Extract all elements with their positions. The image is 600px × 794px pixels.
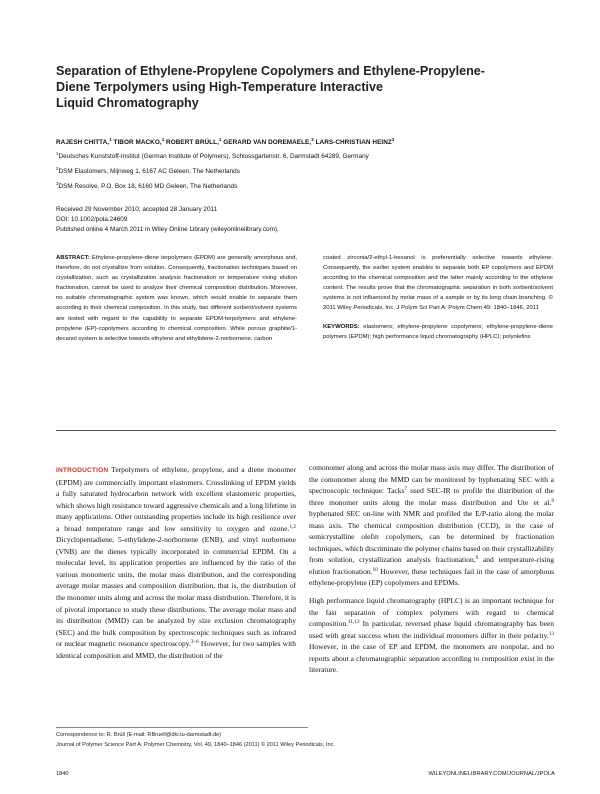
- doi: DOI: 10.1002/pola.24609: [56, 216, 128, 223]
- body-text: However, for two samples with identical composition and MMD, the distribution of the: [56, 639, 297, 660]
- affiliation-marker: 1: [109, 137, 112, 142]
- abstract-text-continued: coated zirconia/2-ethyl-1-hexanol is preferentially selective towards ethylene. Consequently, the earlier system enables to separate both EP copolymers and EPDM according to the chemical composition and the latter mainly according to the ethylene content. The results prove that the chromatographic separation in both sorbent/solvent systems is not influenced by molar mass of a sample or by its long chain branching. © 2011 Wiley Periodicals, Inc. J Polym Sci Part A: Polym Chem 49: 1840–1846, 2011: [323, 255, 553, 312]
- author-name: LARS-CHRISTIAN HEINZ: [313, 139, 392, 146]
- affiliation-marker: 1: [161, 137, 165, 142]
- keywords-text: elastomers; ethylene-propylene copolymers; ethylene-propylene-diene polymers (EPDM); high performance liquid chromatography (HPLC); polyolefins: [323, 323, 553, 340]
- citation: 8: [551, 497, 554, 504]
- section-divider: [56, 430, 556, 431]
- abstract-left-column: [56, 253, 297, 344]
- affiliation-number: 3: [56, 181, 59, 186]
- title-line: Diene Terpolymers using High-Temperature Interactive: [56, 80, 384, 94]
- affiliation-marker: 1: [218, 137, 222, 142]
- citation: 1,2: [289, 523, 296, 530]
- correspondence-note: Correspondence to: R. Brüll (E-mail: RBruell@dki.tu-darmstadt.de): [56, 732, 222, 738]
- body-text: comonomer along and across the molar mass axis may differ. The distribution of the comonomer along the MMD can be monitored by hyphenating SEC with a spectroscopic technique: Tacks: [309, 463, 554, 496]
- author-name: TIBOR MACKO,: [111, 139, 162, 146]
- journal-citation: Journal of Polymer Science Part A: Polymer Chemistry, Vol. 49, 1840–1846 (2011) © 2011 Wiley Periodicals, Inc.: [56, 742, 335, 748]
- article-title: [56, 63, 556, 111]
- citation: 7: [404, 486, 408, 493]
- citation: 11,12: [347, 619, 360, 626]
- abstract-text: Ethylene-propylene-diene terpolymers (EPDM) are generally amorphous and, therefore, do not crystallize from solution. Consequently, fractionation techniques based on crystallization, such as crystallization analysis fractionation or temperature rising elution fractionation, cannot be used to analyze their chemical composition distribution. Moreover, no suitable chromatographic system was known, which would enable to separate them according to their chemical composition. In this study, two different sorbent/solvent systems are tested with regard to the capability to separate EPDM-terpolymers and ethylene-propylene (EP)-copolymers according to chemical composition. While porous graphite/1-decanol system is selective towards ethylene and ethylidene-2-norbornene, carbon: [56, 255, 297, 342]
- affiliation: [56, 182, 556, 191]
- body-text: However, these techniques fail in the case of amorphous ethylene-propylene (EP) copolymers and EPDMs.: [309, 566, 554, 588]
- introduction-heading: INTRODUCTION: [56, 467, 109, 474]
- received-date: Received 29 November 2010; accepted 28 January 2011: [56, 206, 218, 213]
- title-line: Liquid Chromatography: [56, 96, 199, 110]
- body-text: Terpolymers of ethylene, propylene, and a diene monomer (EPDM) are commercially important elastomers. Crosslinking of EPDM yields a fully saturated hydrocarbon network with excellent elastomeric properties, which shows high resistance toward aggressive chemicals and a long lifetime in many applications. Other outstanding properties include its high resilience over a broad temperature range and low sensitivity to oxygen and ozone.: [56, 465, 296, 533]
- affiliation-marker: 3: [391, 137, 395, 142]
- citation: 3–6: [190, 639, 199, 646]
- affiliation-number: 1: [56, 151, 59, 156]
- abstract-label: ABSTRACT:: [56, 255, 90, 261]
- body-text: hyphenated SEC on-line with NMR and profiled the E/P-ratio along the molar mass axis. The chemical composition distribution (CCD), in the case of semicrystalline olefin copolymers, can be determined by fractionation techniques, which discriminate the polymer chains based on their crystallizability from solution, crystallization analysis fractionation,: [309, 509, 554, 565]
- body-text: and temperature-rising elution fractionation.: [309, 555, 554, 576]
- title-line: Separation of Ethylene-Propylene Copolymers and Ethylene-Propylene-: [56, 64, 485, 78]
- body-text: used SEC-IR to profile the distribution of the three monomer units along the molar mass distribution and Ute et al.: [309, 486, 554, 507]
- author-name: RAJESH CHITTA,: [56, 139, 110, 146]
- affiliation-text: Deutsches Kunststoff-Institut (German Institute of Polymers), Schlossgartenstr. 6, Darmstadt 64289, Germany: [58, 153, 369, 160]
- affiliation: [56, 152, 556, 161]
- affiliation-text: DSM Elastomers, Mijnweg 1, 6167 AC Geleen, The Netherlands: [58, 168, 240, 175]
- body-text: Dicyclopentadiene, 5-ethylidene-2-norbornene (ENB), and vinyl norbornene (VNB) are the dienes typically incorporated in commercial EPDM. On a molecular level, its application properties are influenced by the ratio of the various monomeric units, the molar mass distribution, and the corresponding average molar masses and composition distribution, that is, the distribution of the monomer units along and across the molar mass distribution. Therefore, it is of pivotal importance to study these distributions. The average molar mass and its distribution (MMD) can be analyzed by size exclusion chromatography (SEC) and the bulk composition by spectroscopic techniques such as infrared or nuclear magnetic resonance spectroscopy.: [56, 535, 296, 649]
- body-right-column: [309, 462, 554, 676]
- author-list: [56, 138, 556, 148]
- author-name: ROBERT BRÜLL,: [164, 139, 219, 146]
- footnote-divider: [56, 727, 308, 728]
- citation: 9: [475, 555, 479, 562]
- journal-website[interactable]: WILEYONLINELIBRARY.COM/JOURNAL/JPOLA: [428, 771, 555, 777]
- body-text: In particular, reversed phase liquid chromatography has been used with great success when the individual monomers differ in their polarity.: [309, 619, 554, 640]
- citation: 13: [548, 630, 554, 637]
- body-text: However, in the case of EP and EPDM, the monomers are nonpolar, and no reports about a chromatographic separation according to composition exist in the literature.: [309, 642, 554, 675]
- body-text: High performance liquid chromatography (HPLC) is an important technique for the fast separation of complex polymers with regard to chemical composition.: [309, 596, 554, 629]
- affiliation-text: DSM Resolve, P.O. Box 18, 6160 MD Geleen, The Netherlands: [58, 183, 238, 190]
- keywords-label: KEYWORDS:: [323, 323, 360, 330]
- affiliation: [56, 167, 556, 176]
- published-online: Published online 4 March 2011 in Wiley Online Library (wileyonlinelibrary.com).: [56, 226, 279, 233]
- page-number: 1840: [56, 771, 69, 777]
- citation: 10: [372, 566, 378, 573]
- abstract-right-column: [323, 253, 553, 342]
- body-left-column: [56, 464, 296, 661]
- affiliation-marker: 2: [311, 137, 314, 142]
- author-name: GERARD VAN DOREMAELE,: [221, 139, 312, 146]
- affiliation-number: 2: [56, 166, 59, 171]
